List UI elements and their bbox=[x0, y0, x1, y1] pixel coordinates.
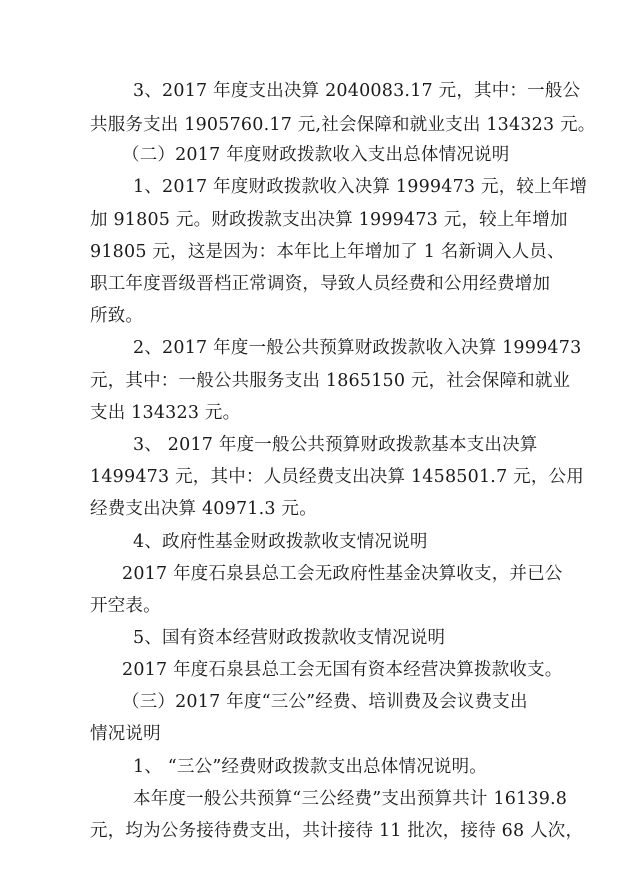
section-heading-3: （三）2017 年度“三公”经费、培训费及会议费支出 bbox=[122, 692, 528, 712]
text-line-6: 91805 元，这是因为：本年比上年增加了 1 名新调入人员、 bbox=[90, 242, 565, 262]
text-line-24: 元，均为公务接待费支出，共计接待 11 批次，接待 68 人次， bbox=[90, 821, 584, 841]
text-line-19: 2017 年度石泉县总工会无国有资本经营决算拨款收支。 bbox=[122, 660, 563, 680]
text-line-4: 1、2017 年度财政拨款收入决算 1999473 元，较上年增 bbox=[133, 177, 588, 197]
text-line-13: 1499473 元，其中：人员经费支出决算 1458501.7 元，公用 bbox=[90, 467, 584, 487]
text-line-9: 2、2017 年度一般公共预算财政拨款收入决算 1999473 bbox=[133, 338, 582, 358]
text-line-22: 1、 “三公”经费财政拨款支出总体情况说明。 bbox=[133, 757, 487, 777]
text-line-15: 4、政府性基金财政拨款收支情况说明 bbox=[133, 532, 428, 552]
text-line-14: 经费支出决算 40971.3 元。 bbox=[90, 499, 317, 519]
text-line-11: 支出 134323 元。 bbox=[90, 403, 241, 423]
text-line-12: 3、 2017 年度一般公共预算财政拨款基本支出决算 bbox=[133, 435, 538, 455]
text-line-5: 加 91805 元。财政拨款支出决算 1999473 元，较上年增加 bbox=[90, 210, 568, 230]
text-line-8: 所致。 bbox=[90, 306, 144, 326]
text-line-23: 本年度一般公共预算“三公经费”支出预算共计 16139.8 bbox=[133, 789, 568, 809]
text-line-1: 3、2017 年度支出决算 2040083.17 元，其中：一般公 bbox=[133, 81, 581, 101]
text-line-16: 2017 年度石泉县总工会无政府性基金决算收支，并已公 bbox=[122, 564, 563, 584]
section-heading-2: （二）2017 年度财政拨款收入支出总体情况说明 bbox=[122, 145, 510, 165]
text-line-7: 职工年度晋级晋档正常调资，导致人员经费和公用经费增加 bbox=[90, 274, 551, 294]
text-line-10: 元，其中：一般公共服务支出 1865150 元，社会保障和就业 bbox=[90, 371, 571, 391]
text-line-2: 共服务支出 1905760.17 元,社会保障和就业支出 134323 元。 bbox=[90, 115, 596, 135]
text-line-21: 情况说明 bbox=[90, 724, 161, 744]
text-line-17: 开空表。 bbox=[90, 596, 161, 616]
text-line-18: 5、国有资本经营财政拨款收支情况说明 bbox=[133, 628, 446, 648]
